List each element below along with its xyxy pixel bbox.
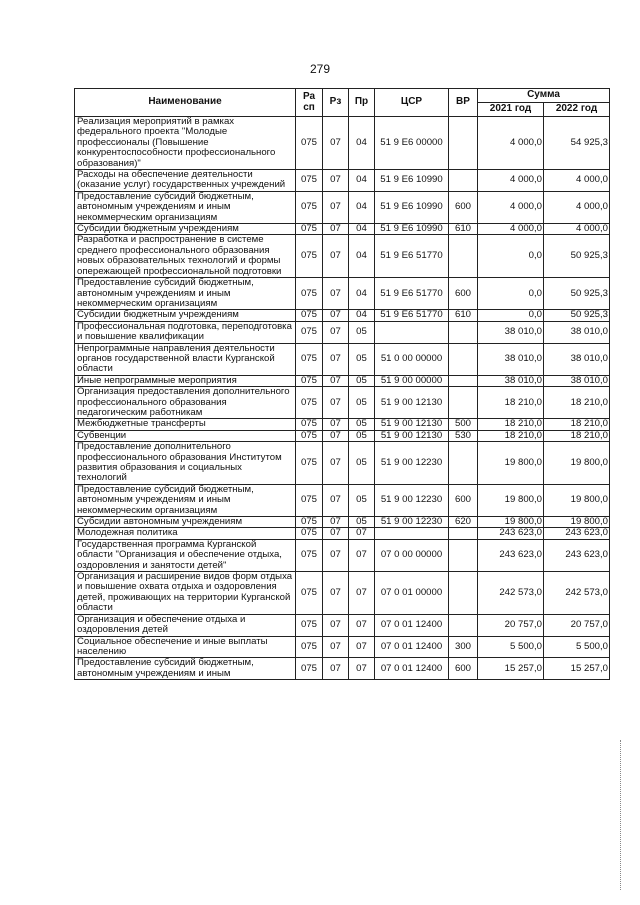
row-csr: 51 9 E6 00000 xyxy=(375,117,449,170)
header-2021: 2021 год xyxy=(478,103,544,117)
row-rasp: 075 xyxy=(296,539,323,571)
row-2021: 18 210,0 xyxy=(478,430,544,441)
table-row xyxy=(75,430,610,441)
row-2022: 19 800,0 xyxy=(544,442,610,485)
row-csr: 51 9 00 12130 xyxy=(375,387,449,419)
table-row xyxy=(75,484,610,516)
row-vr xyxy=(449,528,478,539)
row-rz: 07 xyxy=(323,170,349,192)
row-name: Разработка и распространение в системе среднего профессионального образования новых образовательных технологий и формы опережающей профессиональной подготовки xyxy=(75,235,296,278)
row-pr: 04 xyxy=(349,191,375,223)
table-row xyxy=(75,517,610,528)
row-2021: 0,0 xyxy=(478,310,544,321)
table-row xyxy=(75,343,610,375)
row-pr: 04 xyxy=(349,170,375,192)
row-2021: 4 000,0 xyxy=(478,170,544,192)
table-row xyxy=(75,442,610,485)
row-rz: 07 xyxy=(323,636,349,658)
row-2022: 4 000,0 xyxy=(544,170,610,192)
row-rz: 07 xyxy=(323,278,349,310)
row-2022: 15 257,0 xyxy=(544,658,610,680)
row-rz: 07 xyxy=(323,224,349,235)
row-2021: 4 000,0 xyxy=(478,224,544,235)
row-2021: 38 010,0 xyxy=(478,343,544,375)
row-2021: 243 623,0 xyxy=(478,528,544,539)
row-2022: 243 623,0 xyxy=(544,528,610,539)
row-name: Предоставление субсидий бюджетным, автономным учреждениям и иным некоммерческим организациям xyxy=(75,191,296,223)
row-rasp: 075 xyxy=(296,310,323,321)
row-rz: 07 xyxy=(323,614,349,636)
header-2022: 2022 год xyxy=(544,103,610,117)
table-body xyxy=(75,117,610,680)
row-vr: 600 xyxy=(449,278,478,310)
row-rz: 07 xyxy=(323,343,349,375)
budget-table xyxy=(74,88,610,680)
row-2021: 243 623,0 xyxy=(478,539,544,571)
row-rasp: 075 xyxy=(296,224,323,235)
row-pr: 04 xyxy=(349,235,375,278)
row-pr: 04 xyxy=(349,278,375,310)
row-name: Организация предоставления дополнительного профессионального образования педагогическим работникам xyxy=(75,387,296,419)
row-2021: 4 000,0 xyxy=(478,117,544,170)
row-pr: 05 xyxy=(349,430,375,441)
row-csr: 51 9 E6 51770 xyxy=(375,235,449,278)
row-csr: 51 9 00 12230 xyxy=(375,442,449,485)
table-row xyxy=(75,191,610,223)
row-vr xyxy=(449,572,478,615)
row-name: Субсидии бюджетным учреждениям xyxy=(75,224,296,235)
row-2022: 20 757,0 xyxy=(544,614,610,636)
row-name: Государственная программа Курганской области "Организация и обеспечение отдыха, оздоровления и занятости детей" xyxy=(75,539,296,571)
row-pr: 05 xyxy=(349,387,375,419)
row-name: Непрограммные направления деятельности органов государственной власти Курганской области xyxy=(75,343,296,375)
row-pr: 07 xyxy=(349,658,375,680)
row-2021: 18 210,0 xyxy=(478,419,544,430)
row-pr: 05 xyxy=(349,343,375,375)
row-rz: 07 xyxy=(323,658,349,680)
row-2022: 19 800,0 xyxy=(544,517,610,528)
header-sum: Сумма xyxy=(478,89,610,103)
row-vr xyxy=(449,539,478,571)
row-pr: 07 xyxy=(349,636,375,658)
row-rasp: 075 xyxy=(296,614,323,636)
row-vr xyxy=(449,170,478,192)
row-csr: 51 9 00 12130 xyxy=(375,419,449,430)
row-vr xyxy=(449,387,478,419)
table-row xyxy=(75,321,610,343)
row-rasp: 075 xyxy=(296,528,323,539)
row-rz: 07 xyxy=(323,442,349,485)
row-name: Предоставление субсидий бюджетным, автономным учреждениям и иным xyxy=(75,658,296,680)
row-rz: 07 xyxy=(323,572,349,615)
row-vr: 610 xyxy=(449,310,478,321)
row-rasp: 075 xyxy=(296,321,323,343)
row-rasp: 075 xyxy=(296,387,323,419)
header-pr: Пр xyxy=(349,89,375,117)
row-csr: 51 0 00 00000 xyxy=(375,343,449,375)
row-vr: 600 xyxy=(449,191,478,223)
row-rasp: 075 xyxy=(296,343,323,375)
row-pr: 05 xyxy=(349,442,375,485)
row-2022: 50 925,3 xyxy=(544,235,610,278)
row-rz: 07 xyxy=(323,375,349,386)
table-row xyxy=(75,539,610,571)
table-row xyxy=(75,658,610,680)
row-rasp: 075 xyxy=(296,235,323,278)
table-row xyxy=(75,419,610,430)
row-csr: 07 0 01 00000 xyxy=(375,572,449,615)
row-2021: 38 010,0 xyxy=(478,375,544,386)
row-2021: 5 500,0 xyxy=(478,636,544,658)
table-row xyxy=(75,310,610,321)
row-rz: 07 xyxy=(323,484,349,516)
row-pr: 05 xyxy=(349,484,375,516)
row-2021: 19 800,0 xyxy=(478,442,544,485)
row-name: Предоставление субсидий бюджетным, автономным учреждениям и иным некоммерческим организациям xyxy=(75,484,296,516)
table-row xyxy=(75,375,610,386)
row-name: Иные непрограммные мероприятия xyxy=(75,375,296,386)
row-pr: 07 xyxy=(349,614,375,636)
header-name: Наименование xyxy=(75,89,296,117)
row-rasp: 075 xyxy=(296,419,323,430)
row-csr: 07 0 00 00000 xyxy=(375,539,449,571)
row-csr: 51 9 E6 51770 xyxy=(375,310,449,321)
row-name: Социальное обеспечение и иные выплаты населению xyxy=(75,636,296,658)
row-rasp: 075 xyxy=(296,191,323,223)
row-2021: 18 210,0 xyxy=(478,387,544,419)
row-2021: 242 573,0 xyxy=(478,572,544,615)
row-2022: 18 210,0 xyxy=(544,430,610,441)
row-vr: 530 xyxy=(449,430,478,441)
row-name: Субсидии автономным учреждениям xyxy=(75,517,296,528)
table-row xyxy=(75,278,610,310)
row-pr: 05 xyxy=(349,321,375,343)
row-vr xyxy=(449,321,478,343)
row-vr xyxy=(449,235,478,278)
row-rasp: 075 xyxy=(296,278,323,310)
row-pr: 04 xyxy=(349,310,375,321)
table-row xyxy=(75,170,610,192)
row-rasp: 075 xyxy=(296,658,323,680)
row-2022: 4 000,0 xyxy=(544,224,610,235)
row-rasp: 075 xyxy=(296,484,323,516)
row-2021: 4 000,0 xyxy=(478,191,544,223)
row-pr: 04 xyxy=(349,224,375,235)
row-rz: 07 xyxy=(323,419,349,430)
row-rz: 07 xyxy=(323,235,349,278)
table-row xyxy=(75,636,610,658)
row-rz: 07 xyxy=(323,387,349,419)
row-csr: 51 9 00 00000 xyxy=(375,375,449,386)
row-vr: 300 xyxy=(449,636,478,658)
row-csr: 51 9 E6 51770 xyxy=(375,278,449,310)
row-rz: 07 xyxy=(323,321,349,343)
row-rasp: 075 xyxy=(296,430,323,441)
row-2022: 4 000,0 xyxy=(544,191,610,223)
row-rasp: 075 xyxy=(296,170,323,192)
row-name: Реализация мероприятий в рамках федерального проекта "Молодые профессионалы (Повышение конкурентоспособности профессионального образования)" xyxy=(75,117,296,170)
row-name: Профессиональная подготовка, переподготовка и повышение квалификации xyxy=(75,321,296,343)
row-csr: 51 9 00 12230 xyxy=(375,484,449,516)
row-pr: 05 xyxy=(349,375,375,386)
row-2022: 18 210,0 xyxy=(544,387,610,419)
row-name: Предоставление дополнительного профессионального образования Институтом развития образования и социальных технологий xyxy=(75,442,296,485)
row-vr xyxy=(449,442,478,485)
table-row xyxy=(75,528,610,539)
row-csr xyxy=(375,528,449,539)
table-row xyxy=(75,235,610,278)
row-rz: 07 xyxy=(323,430,349,441)
row-name: Расходы на обеспечение деятельности (оказание услуг) государственных учреждений xyxy=(75,170,296,192)
row-2022: 5 500,0 xyxy=(544,636,610,658)
row-pr: 07 xyxy=(349,539,375,571)
row-rasp: 075 xyxy=(296,375,323,386)
row-csr: 07 0 01 12400 xyxy=(375,658,449,680)
page-number: 279 xyxy=(309,62,331,76)
row-rasp: 075 xyxy=(296,117,323,170)
row-csr: 51 9 00 12230 xyxy=(375,517,449,528)
row-csr: 07 0 01 12400 xyxy=(375,636,449,658)
row-name: Предоставление субсидий бюджетным, автономным учреждениям и иным некоммерческим организациям xyxy=(75,278,296,310)
row-csr: 51 9 00 12130 xyxy=(375,430,449,441)
row-vr: 600 xyxy=(449,658,478,680)
row-2021: 0,0 xyxy=(478,278,544,310)
row-2022: 50 925,3 xyxy=(544,278,610,310)
row-rasp: 075 xyxy=(296,517,323,528)
row-csr xyxy=(375,321,449,343)
table-row xyxy=(75,572,610,615)
row-2021: 15 257,0 xyxy=(478,658,544,680)
row-name: Субвенции xyxy=(75,430,296,441)
row-pr: 04 xyxy=(349,117,375,170)
row-pr: 07 xyxy=(349,572,375,615)
row-2021: 20 757,0 xyxy=(478,614,544,636)
row-2022: 19 800,0 xyxy=(544,484,610,516)
row-2022: 38 010,0 xyxy=(544,343,610,375)
row-2021: 0,0 xyxy=(478,235,544,278)
row-name: Организация и обеспечение отдыха и оздоровления детей xyxy=(75,614,296,636)
row-vr xyxy=(449,117,478,170)
row-2022: 50 925,3 xyxy=(544,310,610,321)
row-2022: 38 010,0 xyxy=(544,321,610,343)
header-rasp: Ра сп xyxy=(296,89,323,117)
header-rz: Рз xyxy=(323,89,349,117)
row-rasp: 075 xyxy=(296,572,323,615)
header-vr: ВР xyxy=(449,89,478,117)
table-row xyxy=(75,614,610,636)
row-csr: 07 0 01 12400 xyxy=(375,614,449,636)
header-csr: ЦСР xyxy=(375,89,449,117)
row-vr: 600 xyxy=(449,484,478,516)
table-row xyxy=(75,387,610,419)
row-rz: 07 xyxy=(323,517,349,528)
row-vr: 610 xyxy=(449,224,478,235)
page-edge-mark xyxy=(620,740,622,890)
row-vr xyxy=(449,375,478,386)
row-2022: 243 623,0 xyxy=(544,539,610,571)
row-vr xyxy=(449,343,478,375)
row-csr: 51 9 E6 10990 xyxy=(375,191,449,223)
row-name: Межбюджетные трансферты xyxy=(75,419,296,430)
row-pr: 07 xyxy=(349,528,375,539)
row-rasp: 075 xyxy=(296,636,323,658)
row-rz: 07 xyxy=(323,539,349,571)
row-rz: 07 xyxy=(323,528,349,539)
row-name: Молодежная политика xyxy=(75,528,296,539)
row-name: Организация и расширение видов форм отдыха и повышение охвата отдыха и оздоровления детей, проживающих на территории Курганской области xyxy=(75,572,296,615)
row-name: Субсидии бюджетным учреждениям xyxy=(75,310,296,321)
row-2022: 54 925,3 xyxy=(544,117,610,170)
row-2021: 19 800,0 xyxy=(478,517,544,528)
row-2022: 18 210,0 xyxy=(544,419,610,430)
row-2022: 38 010,0 xyxy=(544,375,610,386)
row-pr: 05 xyxy=(349,419,375,430)
row-rasp: 075 xyxy=(296,442,323,485)
row-csr: 51 9 E6 10990 xyxy=(375,224,449,235)
row-vr: 620 xyxy=(449,517,478,528)
table-row xyxy=(75,224,610,235)
table-row xyxy=(75,117,610,170)
row-vr xyxy=(449,614,478,636)
row-rz: 07 xyxy=(323,310,349,321)
row-2022: 242 573,0 xyxy=(544,572,610,615)
row-rz: 07 xyxy=(323,191,349,223)
row-csr: 51 9 E6 10990 xyxy=(375,170,449,192)
row-2021: 38 010,0 xyxy=(478,321,544,343)
row-vr: 500 xyxy=(449,419,478,430)
row-pr: 05 xyxy=(349,517,375,528)
row-rz: 07 xyxy=(323,117,349,170)
row-2021: 19 800,0 xyxy=(478,484,544,516)
